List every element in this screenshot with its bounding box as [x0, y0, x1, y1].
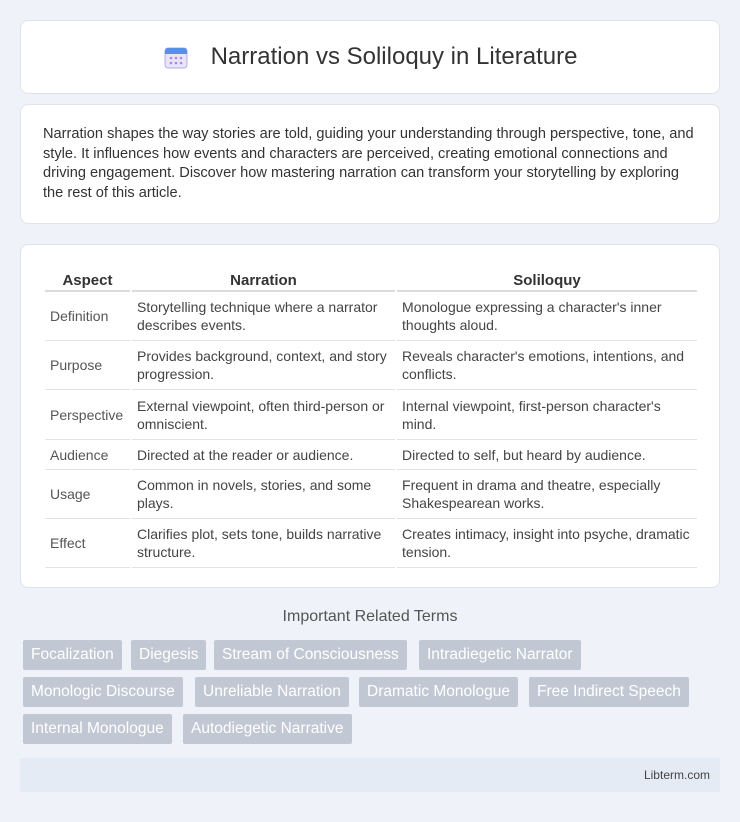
calendar-icon	[163, 44, 189, 70]
tag-unreliable-narration[interactable]: Unreliable Narration	[195, 677, 349, 707]
row-soliloquy: Reveals character's emotions, intentions, and conflicts.	[397, 341, 697, 390]
row-aspect: Purpose	[45, 341, 130, 390]
related-terms-title: Important Related Terms	[282, 608, 458, 625]
intro-card	[20, 104, 720, 224]
row-aspect: Perspective	[45, 390, 130, 440]
row-narration: Clarifies plot, sets tone, builds narrative structure.	[132, 519, 395, 568]
row-narration: Directed at the reader or audience.	[132, 440, 395, 470]
intro-text: Narration shapes the way stories are told, guiding your understanding through perspective, tone, and style. It influences how events and characters are perceived, creating emotional connections and driving engagement. Discover how mastering narration can transform your storytelling by exploring the rest of this article.	[43, 126, 694, 201]
footer-site-link[interactable]: Libterm.com	[643, 768, 710, 782]
row-narration: Common in novels, stories, and some plays.	[132, 470, 395, 519]
tag-diegesis[interactable]: Diegesis	[131, 640, 206, 670]
comparison-table	[43, 265, 699, 568]
tag-internal-monologue[interactable]: Internal Monologue	[23, 714, 172, 744]
row-narration: Provides background, context, and story progression.	[132, 341, 395, 390]
header-aspect: Aspect	[45, 265, 130, 292]
row-narration: Storytelling technique where a narrator describes events.	[132, 292, 395, 341]
row-aspect: Definition	[45, 292, 130, 341]
tag-stream-of-consciousness[interactable]: Stream of Consciousness	[214, 640, 407, 670]
header-narration: Narration	[132, 265, 395, 292]
header-card	[20, 20, 720, 94]
tag-focalization[interactable]: Focalization	[23, 640, 122, 670]
tag-autodiegetic-narrative[interactable]: Autodiegetic Narrative	[183, 714, 352, 744]
table-row	[45, 470, 697, 519]
row-soliloquy: Creates intimacy, insight into psyche, dramatic tension.	[397, 519, 697, 568]
row-aspect: Effect	[45, 519, 130, 568]
tag-monologic-discourse[interactable]: Monologic Discourse	[23, 677, 183, 707]
table-row	[45, 341, 697, 390]
footer	[20, 758, 720, 792]
tag-free-indirect-speech[interactable]: Free Indirect Speech	[529, 677, 689, 707]
tag-dramatic-monologue[interactable]: Dramatic Monologue	[359, 677, 518, 707]
row-aspect: Audience	[45, 440, 130, 470]
row-narration: External viewpoint, often third-person or omniscient.	[132, 390, 395, 440]
row-soliloquy: Monologue expressing a character's inner thoughts aloud.	[397, 292, 697, 341]
row-soliloquy: Internal viewpoint, first-person character's mind.	[397, 390, 697, 440]
table-row	[45, 292, 697, 341]
row-aspect: Usage	[45, 470, 130, 519]
table-row	[45, 390, 697, 440]
row-soliloquy: Frequent in drama and theatre, especially Shakespearean works.	[397, 470, 697, 519]
header-soliloquy: Soliloquy	[397, 265, 697, 292]
page-title: Narration vs Soliloquy in Literature	[210, 43, 578, 70]
table-header-row	[45, 265, 697, 292]
row-soliloquy: Directed to self, but heard by audience.	[397, 440, 697, 470]
table-row	[45, 440, 697, 470]
tag-intradiegetic-narrator[interactable]: Intradiegetic Narrator	[419, 640, 581, 670]
comparison-card	[20, 244, 720, 588]
table-row	[45, 519, 697, 568]
